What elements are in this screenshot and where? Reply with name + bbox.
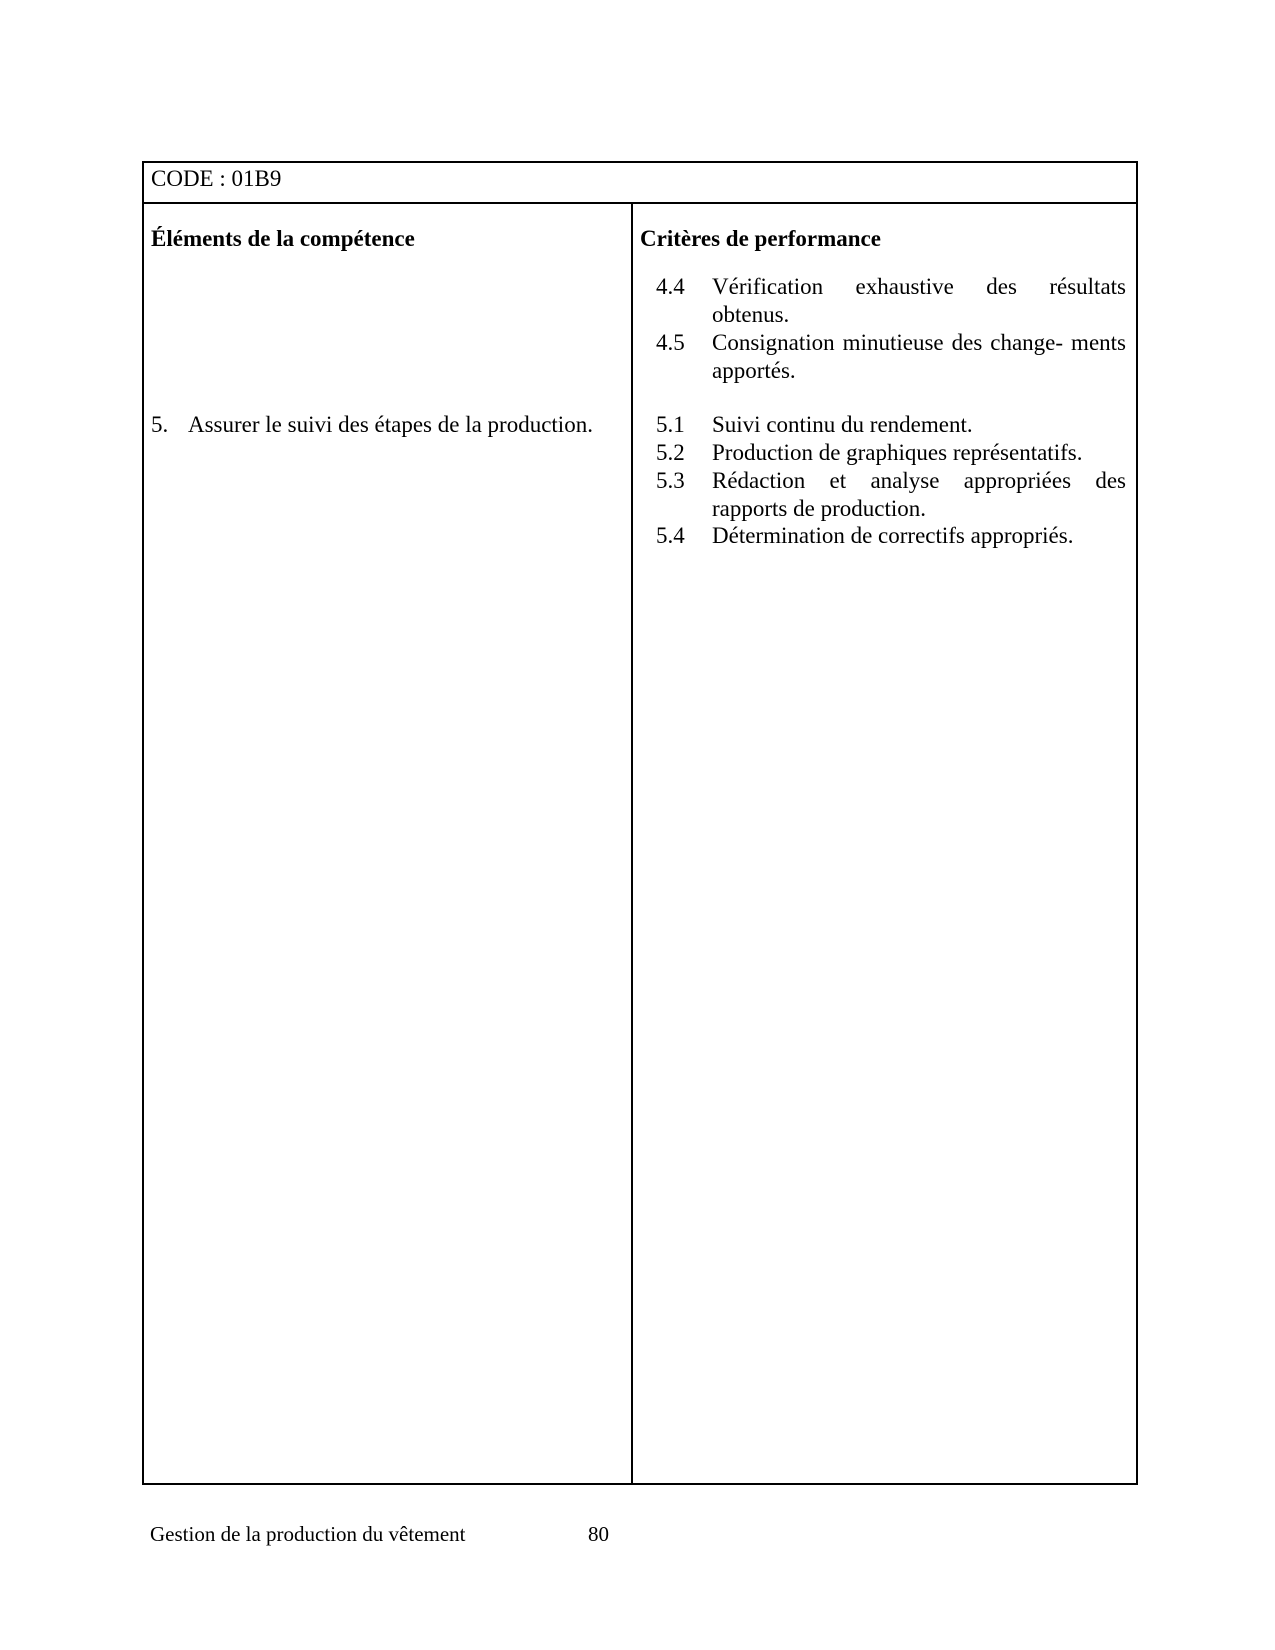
criterion-text: Suivi continu du rendement.	[712, 412, 973, 437]
element-item	[151, 411, 621, 439]
criterion-text: Vérification exhaustive des résultats obtenus.	[712, 274, 1126, 327]
criterion-number: 5.4	[656, 523, 685, 548]
code-label: CODE : 01B9	[144, 163, 1136, 204]
criterion-item	[656, 411, 1126, 439]
criterion-item	[656, 439, 1126, 467]
criterion-number: 4.5	[656, 330, 685, 355]
criterion-text: Production de graphiques représentatifs.	[712, 440, 1083, 465]
page-number: 80	[588, 1522, 609, 1546]
criterion-text: Détermination de correctifs appropriés.	[712, 523, 1074, 548]
criterion-number: 5.2	[656, 440, 685, 465]
criterion-item	[656, 522, 1126, 550]
column-divider	[631, 204, 633, 1483]
footer-title: Gestion de la production du vêtement	[150, 1522, 466, 1546]
criterion-number: 5.1	[656, 412, 685, 437]
criteria-header: Critères de performance	[640, 226, 881, 251]
elements-header: Éléments de la compétence	[151, 226, 415, 251]
criterion-item	[656, 467, 1126, 523]
competency-table	[142, 161, 1138, 1485]
criterion-item	[656, 329, 1126, 385]
criterion-number: 5.3	[656, 468, 685, 493]
criterion-text: Rédaction et analyse appropriées des rapports de production.	[712, 468, 1126, 521]
criterion-item	[656, 273, 1126, 329]
element-text: Assurer le suivi des étapes de la production.	[188, 412, 593, 437]
element-number: 5.	[151, 412, 169, 437]
criterion-number: 4.4	[656, 274, 685, 299]
criterion-text: Consignation minutieuse des change- ments apportés.	[712, 330, 1126, 383]
